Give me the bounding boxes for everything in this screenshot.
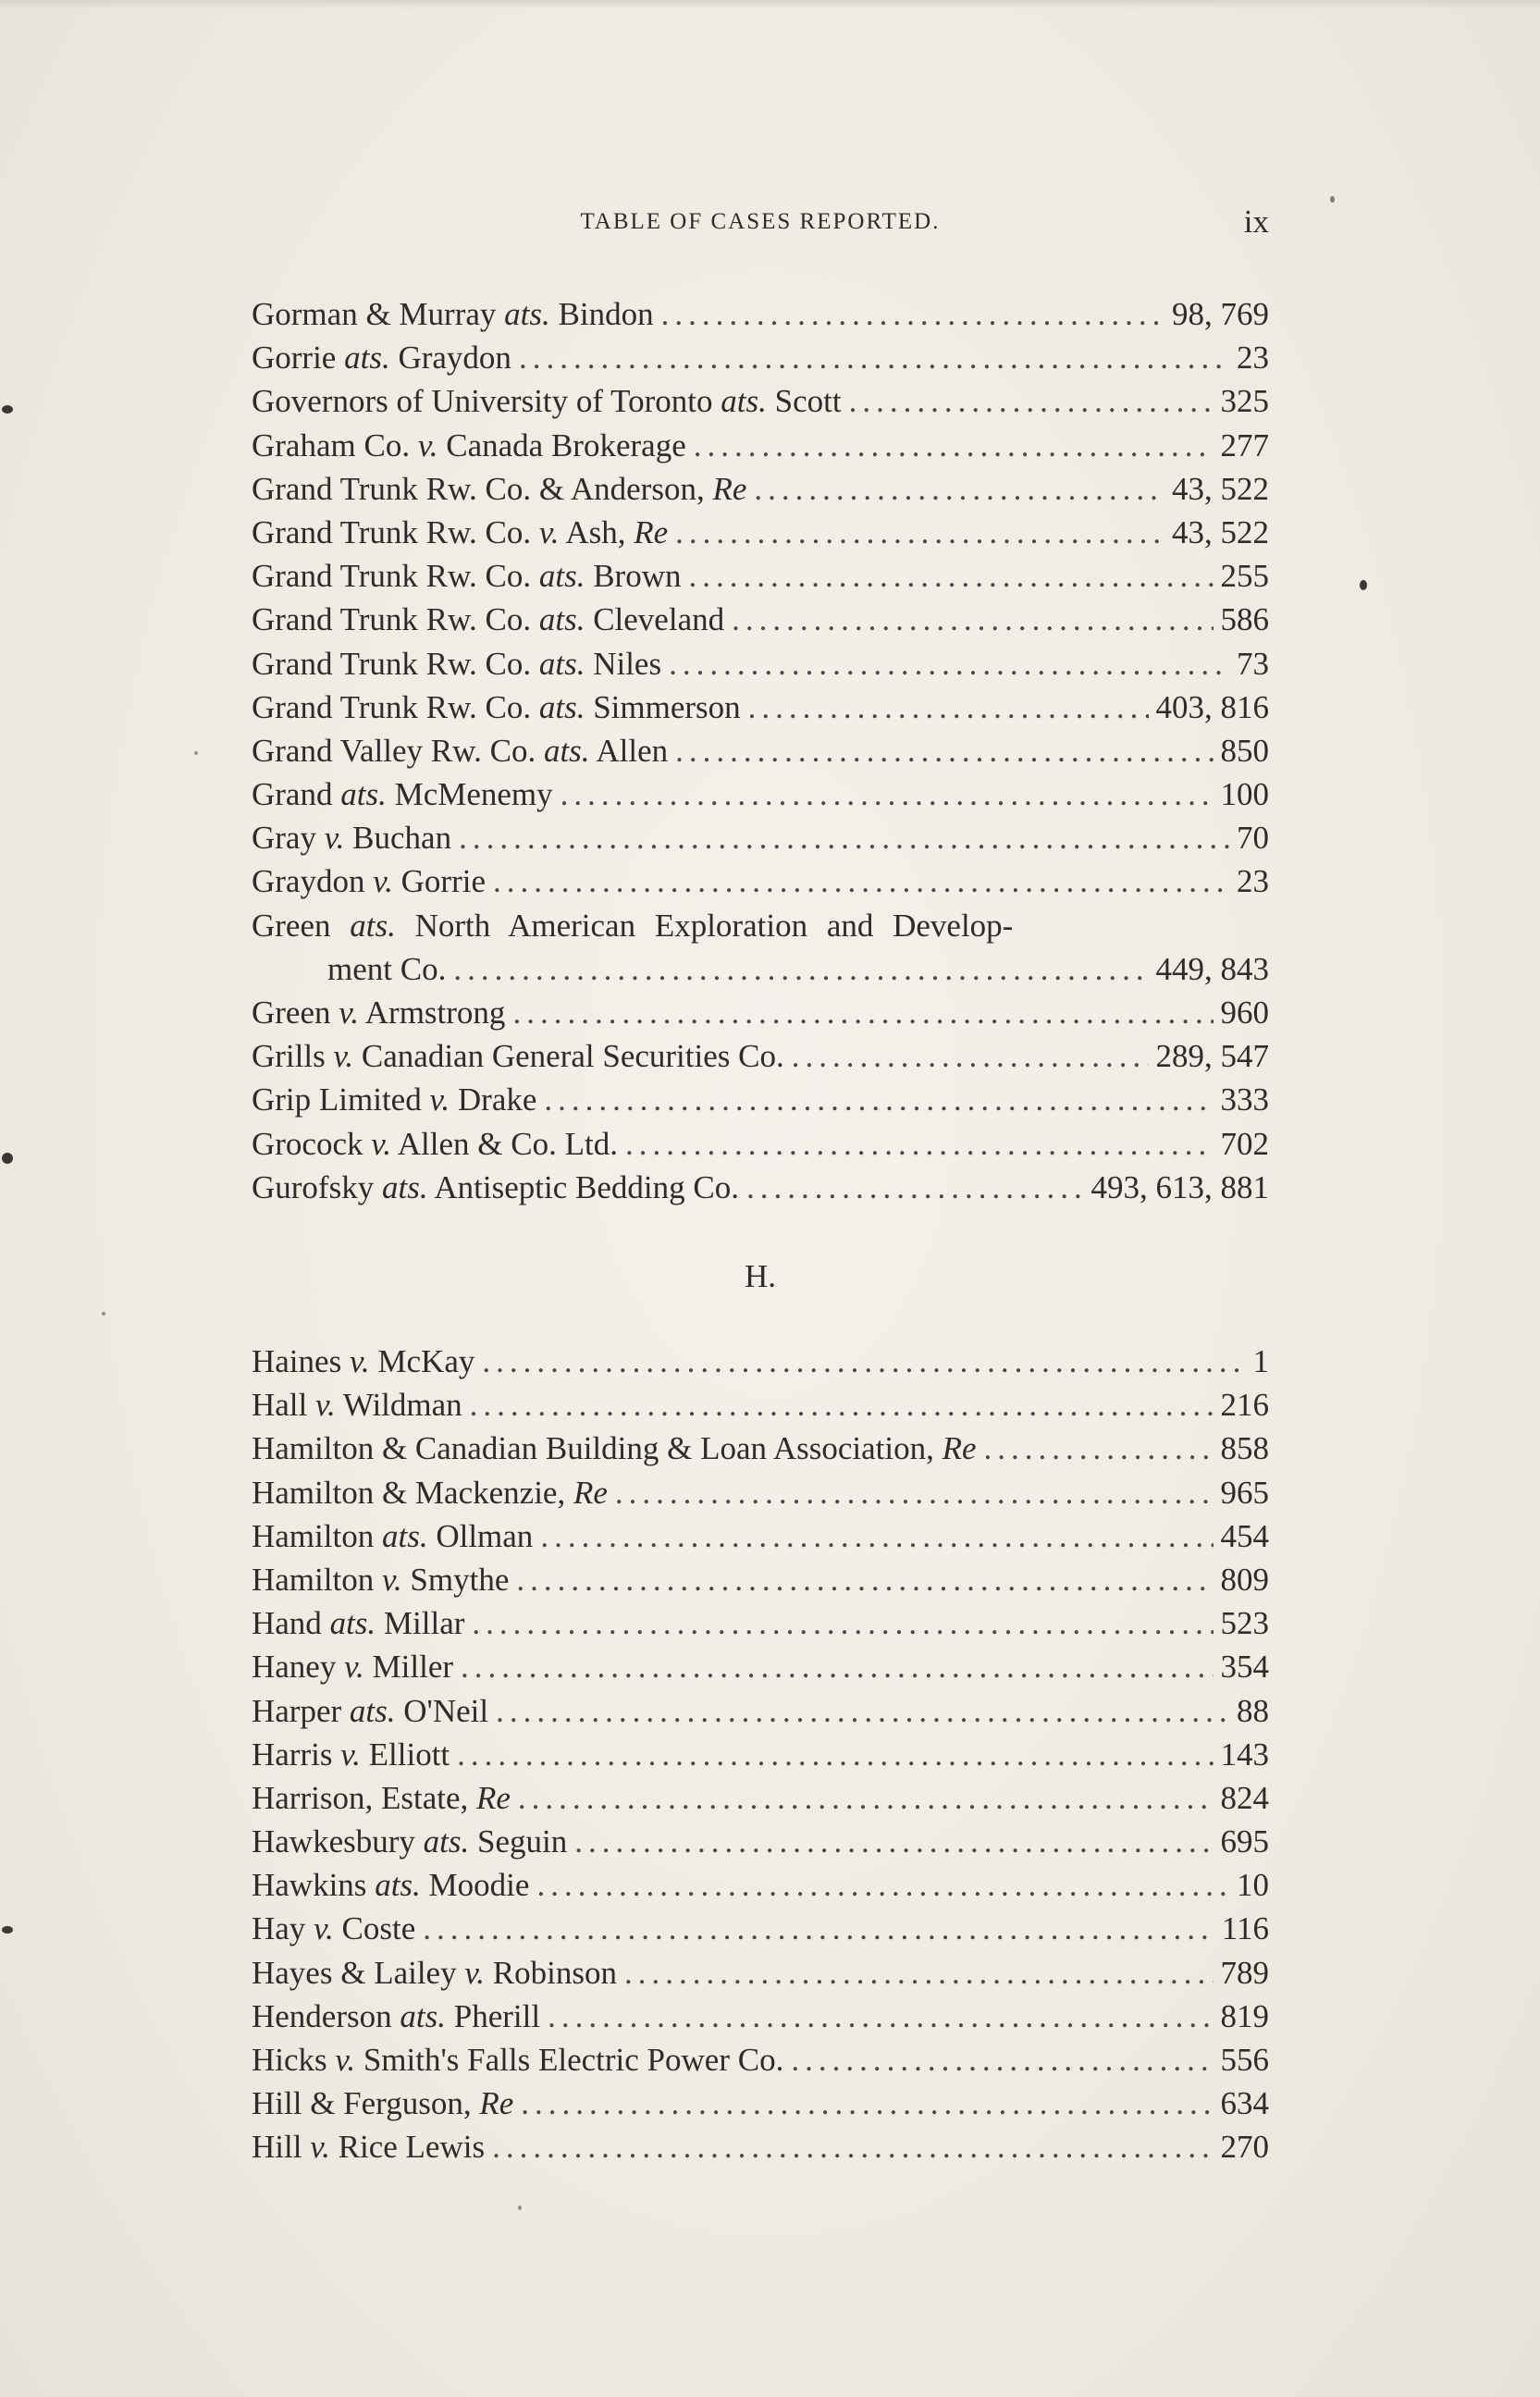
dot-leader [688,554,1213,598]
dot-leader [492,2125,1213,2168]
case-pages: 586 [1220,601,1269,638]
dot-leader [675,729,1213,772]
dot-leader [496,1689,1229,1733]
case-name: Green ats. North American Exploration and Develop- [252,907,1014,944]
case-name: Grand Trunk Rw. Co. ats. Brown [252,558,682,595]
case-entry [252,642,1269,686]
case-pages: 143 [1220,1736,1269,1773]
paper-speck [194,751,198,755]
case-entry [252,379,1269,423]
case-pages: 819 [1220,1997,1269,2034]
case-pages: 255 [1220,558,1269,595]
dot-leader [512,991,1213,1034]
case-name: Hill v. Rice Lewis [252,2129,486,2166]
case-pages: 1 [1252,1343,1269,1379]
dot-leader [574,1820,1213,1863]
case-entry [252,2038,1269,2082]
case-entry [252,1820,1269,1863]
dot-leader [516,1558,1213,1601]
case-pages: 10 [1237,1867,1269,1904]
paper-speck [102,1312,105,1316]
paper-speck [1360,580,1367,590]
dot-leader [675,511,1164,554]
case-entry [252,1995,1269,2038]
case-name: Harrison, Estate, Re [252,1779,511,1816]
case-name: ment Co. [327,950,447,987]
case-entry [252,729,1269,772]
case-pages: 556 [1220,2042,1269,2078]
case-entry [252,336,1269,379]
case-name: Hawkins ats. Moodie [252,1867,530,1904]
case-name: Grand Trunk Rw. Co. & Anderson, Re [252,470,747,507]
case-pages: 325 [1220,383,1269,420]
case-pages: 23 [1237,863,1269,900]
case-entry [252,1863,1269,1907]
case-name: Grand ats. McMenemy [252,776,553,813]
dot-leader [661,292,1164,336]
paper-speck [2,405,13,414]
case-pages: 824 [1220,1779,1269,1816]
running-head: TABLE OF CASES REPORTED. [580,209,941,234]
case-name: Haines v. McKay [252,1343,475,1379]
case-entry [252,1427,1269,1470]
case-pages: 333 [1220,1081,1269,1118]
case-name: Hamilton v. Smythe [252,1561,510,1598]
case-pages: 809 [1220,1561,1269,1598]
case-name: Gorrie ats. Graydon [252,340,511,377]
dot-leader [461,1645,1213,1688]
case-name: Grip Limited v. Drake [252,1081,537,1118]
dot-leader [984,1427,1214,1470]
case-pages: 449, 843 [1155,950,1269,987]
dot-leader [791,2038,1213,2082]
case-pages: 43, 522 [1172,513,1269,550]
case-name: Graydon v. Gorrie [252,863,487,900]
case-entry [252,1907,1269,1950]
dot-leader [453,947,1148,991]
paper-speck [518,2205,522,2210]
paper-speck [1330,196,1335,203]
dot-leader [536,1863,1229,1907]
dot-leader [746,1166,1084,1209]
case-entry [252,467,1269,511]
cases-list-h [252,1340,1269,2169]
case-pages: 695 [1220,1823,1269,1860]
dot-leader [493,859,1229,903]
case-pages: 789 [1220,1954,1269,1991]
dot-leader [732,598,1213,641]
case-name: Gray v. Buchan [252,820,452,857]
dot-leader [472,1601,1213,1645]
dot-leader [518,1776,1214,1820]
paper-speck [2,1926,13,1934]
case-entry [252,554,1269,598]
case-name: Hayes & Lailey v. Robinson [252,1954,617,1991]
case-entry [252,1034,1269,1078]
case-pages: 23 [1237,340,1269,377]
page-header [252,204,1269,253]
case-entry [252,686,1269,729]
case-pages: 73 [1237,645,1269,682]
case-entry [252,1514,1269,1558]
dot-leader [615,1471,1214,1514]
dot-leader [423,1907,1214,1950]
case-pages: 454 [1220,1517,1269,1554]
case-name: Harris v. Elliott [252,1736,450,1773]
case-name: Governors of University of Toronto ats. Scott [252,383,842,420]
case-pages: 70 [1237,820,1269,857]
case-name: Hamilton & Mackenzie, Re [252,1474,608,1511]
case-pages: 493, 613, 881 [1090,1168,1269,1205]
dot-leader [754,467,1164,511]
dot-leader [519,336,1229,379]
case-entry-continuation [252,947,1269,991]
case-name: Grocock v. Allen & Co. Ltd. [252,1125,618,1162]
case-name: Graham Co. v. Canada Brokerage [252,426,686,463]
case-entry [252,904,1269,947]
case-pages: 354 [1220,1649,1269,1686]
case-name: Hall v. Wildman [252,1387,462,1424]
case-pages: 523 [1220,1605,1269,1642]
case-pages: 702 [1220,1125,1269,1162]
dot-leader [624,1951,1214,1995]
paper-speck [2,1153,13,1164]
case-pages: 88 [1237,1692,1269,1729]
cases-list-g [252,292,1269,1209]
case-entry [252,1166,1269,1209]
case-pages: 277 [1220,426,1269,463]
dot-leader [544,1078,1213,1121]
case-entry [252,859,1269,903]
case-entry [252,772,1269,816]
case-name: Grand Valley Rw. Co. ats. Allen [252,732,669,769]
case-pages: 965 [1220,1474,1269,1511]
case-name: Grand Trunk Rw. Co. v. Ash, Re [252,513,669,550]
case-name: Green v. Armstrong [252,995,506,1031]
dot-leader [849,379,1214,423]
dot-leader [540,1514,1213,1558]
case-entry [252,1078,1269,1121]
case-entry [252,1383,1269,1427]
page-number: ix [1243,204,1269,240]
case-name: Gorman & Murray ats. Bindon [252,296,654,332]
dot-leader [470,1383,1214,1427]
case-name: Hamilton ats. Ollman [252,1517,534,1554]
case-name: Henderson ats. Pherill [252,1997,541,2034]
case-name: Grand Trunk Rw. Co. ats. Cleveland [252,601,725,638]
page-top-edge [0,0,1540,9]
case-entry [252,1340,1269,1383]
dot-leader [459,816,1229,859]
case-entry [252,424,1269,467]
case-name: Harper ats. O'Neil [252,1692,489,1729]
case-pages: 960 [1220,995,1269,1031]
case-pages: 98, 769 [1172,296,1269,332]
dot-leader [548,1995,1213,2038]
case-name: Grills v. Canadian General Securities Co. [252,1038,784,1075]
case-entry [252,2082,1269,2125]
dot-leader [792,1034,1149,1078]
dot-leader [694,424,1214,467]
case-pages: 43, 522 [1172,470,1269,507]
case-entry [252,1776,1269,1820]
case-pages: 403, 816 [1155,688,1269,725]
case-entry [252,2125,1269,2168]
case-pages: 850 [1220,732,1269,769]
case-name: Gurofsky ats. Antiseptic Bedding Co. [252,1168,739,1205]
case-name: Grand Trunk Rw. Co. ats. Niles [252,645,662,682]
case-pages: 634 [1220,2085,1269,2122]
dot-leader [669,642,1229,686]
case-pages: 216 [1220,1387,1269,1424]
case-pages: 858 [1220,1430,1269,1467]
case-name: Hay v. Coste [252,1910,416,1947]
case-entry [252,1733,1269,1776]
case-pages: 100 [1220,776,1269,813]
case-pages: 270 [1220,2129,1269,2166]
case-name: Grand Trunk Rw. Co. ats. Simmerson [252,688,741,725]
case-entry [252,292,1269,336]
dot-leader [457,1733,1213,1776]
case-name: Hill & Ferguson, Re [252,2085,514,2122]
case-name: Hawkesbury ats. Seguin [252,1823,568,1860]
case-entry [252,598,1269,641]
case-entry [252,816,1269,859]
case-entry [252,1689,1269,1733]
case-entry [252,1558,1269,1601]
dot-leader [748,686,1149,729]
case-entry [252,1471,1269,1514]
case-pages: 289, 547 [1155,1038,1269,1075]
dot-leader [521,2082,1213,2125]
case-name: Haney v. Miller [252,1649,454,1686]
section-heading-h: H. [744,1258,777,1294]
case-entry [252,511,1269,554]
case-name: Hicks v. Smith's Falls Electric Power Co. [252,2042,784,2078]
case-entry [252,1645,1269,1688]
case-pages: 116 [1221,1910,1269,1947]
case-entry [252,991,1269,1034]
dot-leader [625,1122,1214,1166]
case-entry [252,1951,1269,1995]
case-name: Hand ats. Millar [252,1605,465,1642]
case-name: Hamilton & Canadian Building & Loan Association, Re [252,1430,977,1467]
dot-leader [561,772,1214,816]
case-entry [252,1122,1269,1166]
dot-leader [482,1340,1245,1383]
case-entry [252,1601,1269,1645]
